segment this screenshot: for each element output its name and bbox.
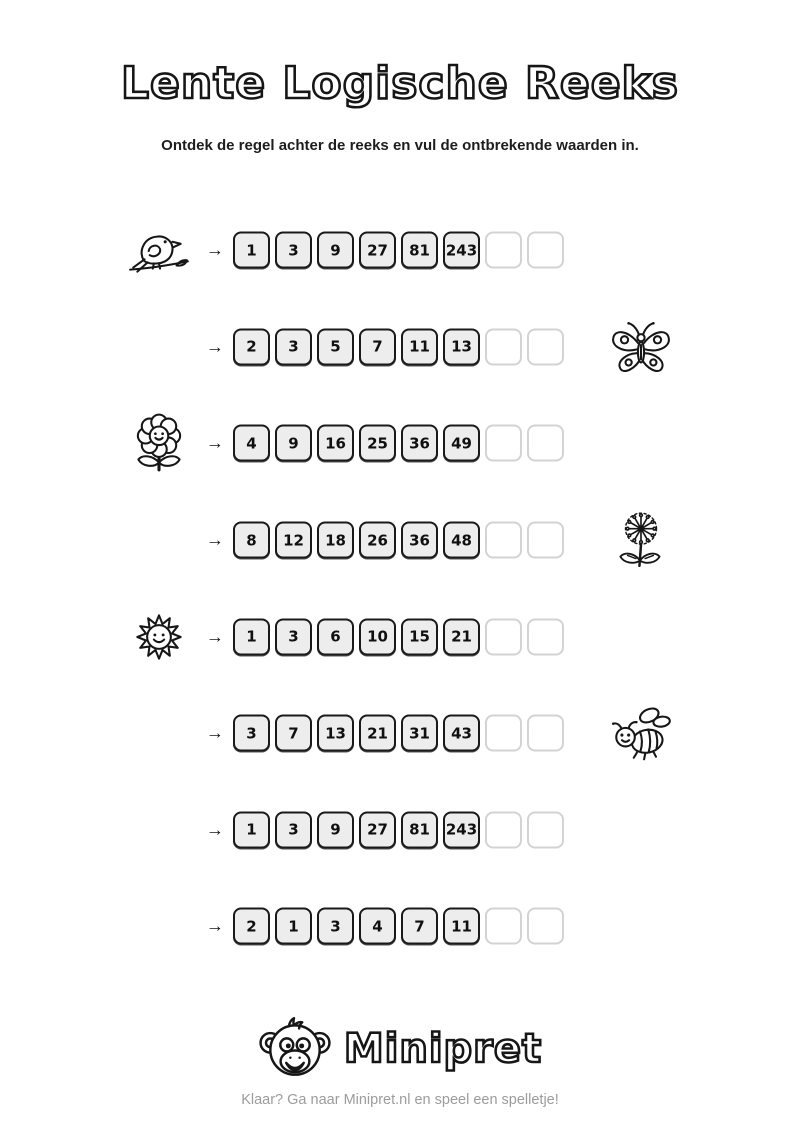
sequence-box: 10 bbox=[359, 618, 396, 655]
sequence-row bbox=[0, 395, 800, 492]
sequence-box: 81 bbox=[401, 811, 438, 848]
answer-box[interactable] bbox=[527, 425, 564, 462]
sequence-box: 7 bbox=[401, 908, 438, 945]
sequence-row bbox=[0, 878, 800, 975]
sequence-box: 27 bbox=[359, 811, 396, 848]
answer-box[interactable] bbox=[485, 618, 522, 655]
sequence-box: 49 bbox=[443, 425, 480, 462]
sequence-box: 36 bbox=[401, 522, 438, 559]
butterfly-icon bbox=[608, 314, 674, 380]
sequence-row bbox=[0, 782, 800, 879]
dandelion-icon bbox=[608, 507, 674, 573]
sequence-box: 5 bbox=[317, 328, 354, 365]
sequence-box: 13 bbox=[443, 328, 480, 365]
page-subtitle: Ontdek de regel achter de reeks en vul de ontbrekende waarden in. bbox=[161, 137, 639, 154]
arrow-icon: → bbox=[206, 239, 224, 260]
footer-note: Klaar? Ga naar Minipret.nl en speel een spelletje! bbox=[241, 1092, 559, 1108]
answer-box[interactable] bbox=[527, 811, 564, 848]
sequence-box: 27 bbox=[359, 232, 396, 269]
arrow-icon: → bbox=[206, 529, 224, 550]
bird-icon bbox=[126, 217, 192, 283]
answer-box[interactable] bbox=[527, 715, 564, 752]
answer-box[interactable] bbox=[527, 908, 564, 945]
answer-box[interactable] bbox=[485, 522, 522, 559]
number-sequence bbox=[206, 618, 564, 655]
sequence-box: 31 bbox=[401, 715, 438, 752]
sequence-row bbox=[0, 588, 800, 685]
sequence-box: 48 bbox=[443, 522, 480, 559]
answer-box[interactable] bbox=[527, 618, 564, 655]
sequence-rows bbox=[0, 202, 800, 975]
number-sequence bbox=[206, 715, 564, 752]
number-sequence bbox=[206, 425, 564, 462]
flower-icon bbox=[126, 410, 192, 476]
sequence-box: 2 bbox=[233, 328, 270, 365]
answer-box[interactable] bbox=[527, 232, 564, 269]
sequence-box: 26 bbox=[359, 522, 396, 559]
sequence-box: 4 bbox=[359, 908, 396, 945]
sequence-row bbox=[0, 202, 800, 299]
answer-box[interactable] bbox=[527, 328, 564, 365]
sequence-box: 6 bbox=[317, 618, 354, 655]
sequence-box: 21 bbox=[359, 715, 396, 752]
sequence-box: 3 bbox=[275, 328, 312, 365]
arrow-icon: → bbox=[206, 626, 224, 647]
number-sequence bbox=[206, 908, 564, 945]
answer-box[interactable] bbox=[485, 811, 522, 848]
answer-box[interactable] bbox=[485, 232, 522, 269]
sequence-box: 243 bbox=[443, 232, 480, 269]
arrow-icon: → bbox=[206, 722, 224, 743]
sequence-box: 7 bbox=[359, 328, 396, 365]
sequence-box: 2 bbox=[233, 908, 270, 945]
sequence-box: 18 bbox=[317, 522, 354, 559]
answer-box[interactable] bbox=[485, 425, 522, 462]
sequence-box: 36 bbox=[401, 425, 438, 462]
sequence-box: 3 bbox=[317, 908, 354, 945]
sequence-box: 9 bbox=[317, 811, 354, 848]
answer-box[interactable] bbox=[485, 715, 522, 752]
sequence-box: 243 bbox=[443, 811, 480, 848]
sequence-box: 11 bbox=[443, 908, 480, 945]
answer-box[interactable] bbox=[485, 328, 522, 365]
sequence-box: 7 bbox=[275, 715, 312, 752]
sequence-box: 43 bbox=[443, 715, 480, 752]
sequence-box: 25 bbox=[359, 425, 396, 462]
answer-box[interactable] bbox=[485, 908, 522, 945]
sequence-row bbox=[0, 492, 800, 589]
sequence-box: 1 bbox=[233, 618, 270, 655]
arrow-icon: → bbox=[206, 336, 224, 357]
sequence-box: 8 bbox=[233, 522, 270, 559]
sequence-box: 15 bbox=[401, 618, 438, 655]
sequence-box: 1 bbox=[233, 232, 270, 269]
sequence-box: 16 bbox=[317, 425, 354, 462]
sequence-box: 9 bbox=[317, 232, 354, 269]
page-title: Lente Logische Reeks bbox=[120, 58, 679, 109]
sequence-box: 81 bbox=[401, 232, 438, 269]
sequence-box: 11 bbox=[401, 328, 438, 365]
sequence-box: 3 bbox=[275, 232, 312, 269]
sequence-row bbox=[0, 299, 800, 396]
number-sequence bbox=[206, 232, 564, 269]
number-sequence bbox=[206, 522, 564, 559]
arrow-icon: → bbox=[206, 432, 224, 453]
sequence-box: 3 bbox=[275, 811, 312, 848]
brand-name: Minipret bbox=[343, 1026, 543, 1072]
sequence-box: 9 bbox=[275, 425, 312, 462]
number-sequence bbox=[206, 328, 564, 365]
sequence-box: 12 bbox=[275, 522, 312, 559]
sequence-box: 1 bbox=[233, 811, 270, 848]
sun-icon bbox=[126, 604, 192, 670]
monkey-icon bbox=[258, 1012, 332, 1086]
sequence-box: 1 bbox=[275, 908, 312, 945]
sequence-box: 4 bbox=[233, 425, 270, 462]
brand-footer bbox=[0, 1012, 800, 1086]
sequence-box: 3 bbox=[233, 715, 270, 752]
sequence-row bbox=[0, 685, 800, 782]
number-sequence bbox=[206, 811, 564, 848]
bee-icon bbox=[608, 700, 674, 766]
sequence-box: 3 bbox=[275, 618, 312, 655]
sequence-box: 13 bbox=[317, 715, 354, 752]
arrow-icon: → bbox=[206, 819, 224, 840]
sequence-box: 21 bbox=[443, 618, 480, 655]
arrow-icon: → bbox=[206, 915, 224, 936]
answer-box[interactable] bbox=[527, 522, 564, 559]
